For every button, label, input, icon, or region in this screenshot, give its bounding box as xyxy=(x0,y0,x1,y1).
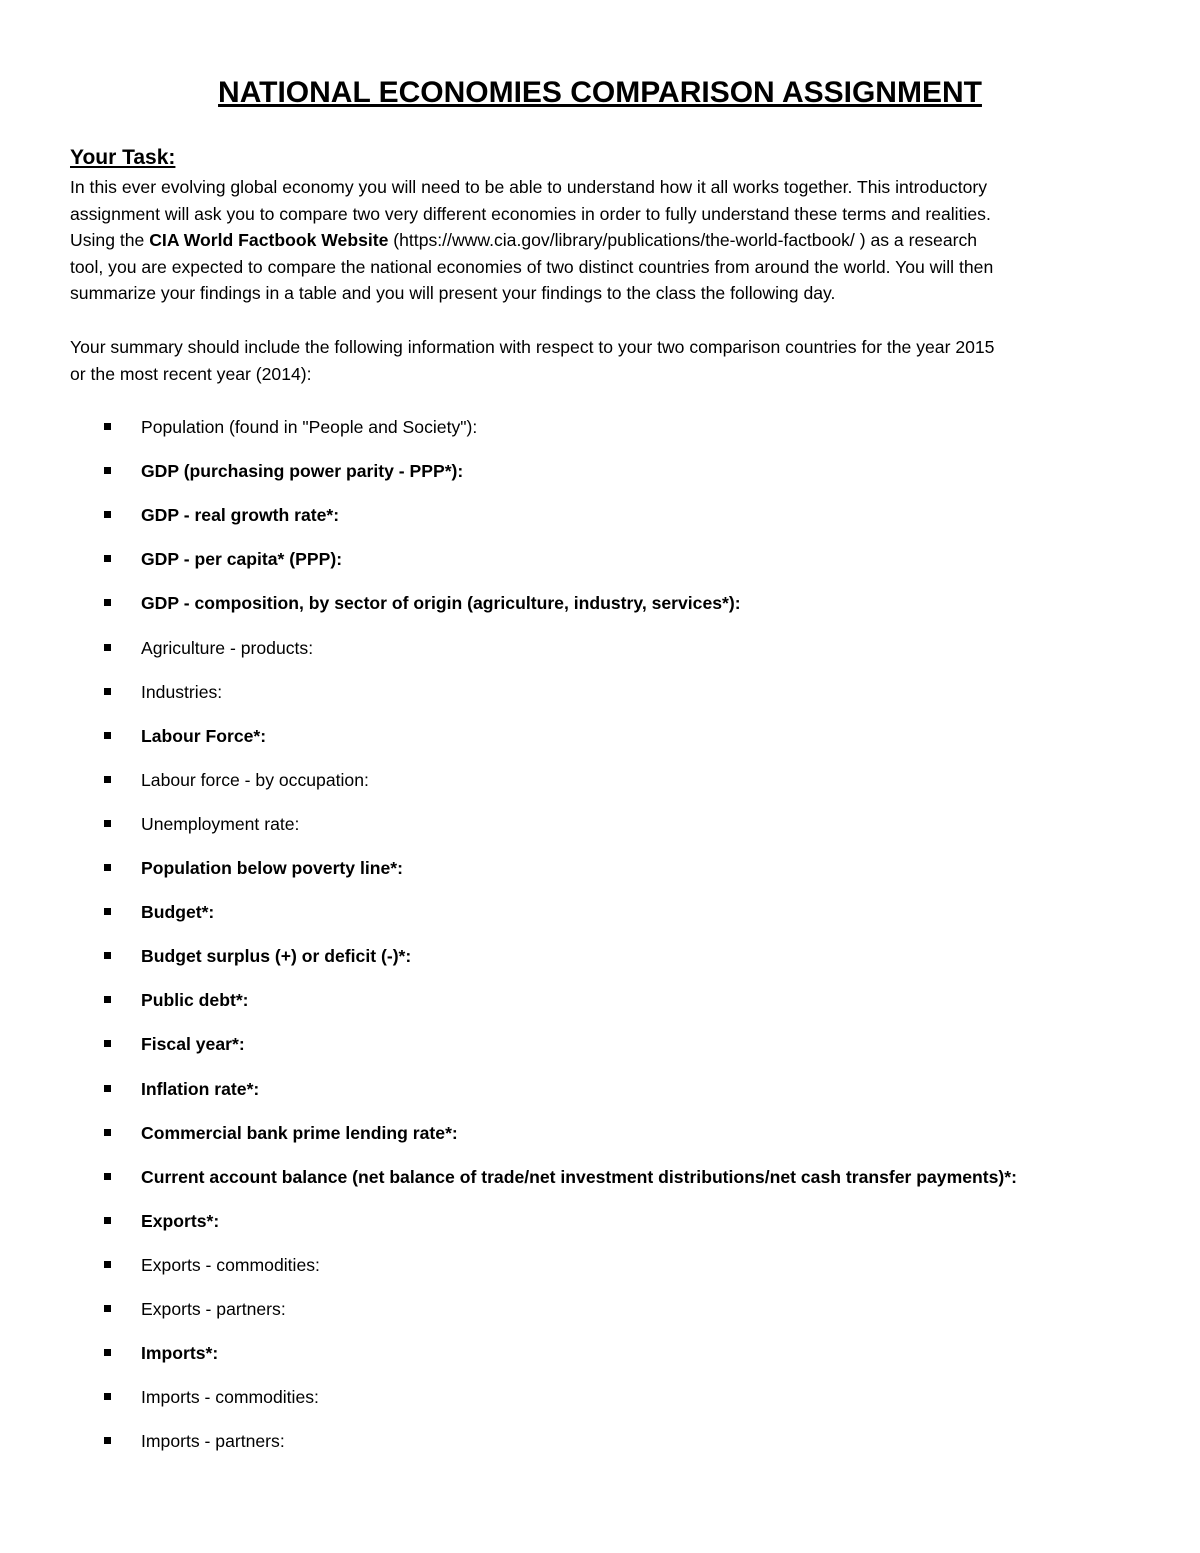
factbook-website-name: CIA World Factbook Website xyxy=(149,230,389,250)
square-bullet-icon xyxy=(104,820,111,827)
list-item-label: Unemployment rate: xyxy=(141,813,300,834)
square-bullet-icon xyxy=(104,1173,111,1180)
list-item-label: Budget*: xyxy=(141,902,215,923)
list-item-label: GDP - per capita* (PPP): xyxy=(141,549,343,570)
intro-line: In this ever evolving global economy you will need to be able to understand how it all works together. This introductory xyxy=(70,177,988,197)
square-bullet-icon xyxy=(104,732,111,739)
square-bullet-icon xyxy=(104,599,111,606)
list-item-label: Budget surplus (+) or deficit (-)*: xyxy=(141,946,412,967)
list-item-label: Fiscal year*: xyxy=(141,1034,245,1055)
task-heading: Your Task: xyxy=(70,146,176,169)
factbook-url-text: (https://www.cia.gov/library/publications/the-world-factbook/ ) as a research xyxy=(388,230,978,250)
square-bullet-icon xyxy=(104,952,111,959)
square-bullet-icon xyxy=(104,776,111,783)
square-bullet-icon xyxy=(104,555,111,562)
document-title: NATIONAL ECONOMIES COMPARISON ASSIGNMENT xyxy=(218,76,982,109)
square-bullet-icon xyxy=(104,864,111,871)
square-bullet-icon xyxy=(104,1393,111,1400)
square-bullet-icon xyxy=(104,423,111,430)
list-item-label: Public debt*: xyxy=(141,990,249,1011)
intro-line: tool, you are expected to compare the national economies of two distinct countries from around the world. You will then xyxy=(70,256,994,277)
square-bullet-icon xyxy=(104,1129,111,1136)
square-bullet-icon xyxy=(104,1217,111,1224)
list-item-label: GDP - real growth rate*: xyxy=(141,505,340,526)
intro-paragraph xyxy=(70,174,1145,307)
list-item-label: Population (found in "People and Society"): xyxy=(141,417,478,437)
list-item-label: Imports - partners: xyxy=(141,1431,285,1452)
square-bullet-icon xyxy=(104,644,111,651)
square-bullet-icon xyxy=(104,688,111,695)
list-item-label: Labour force - by occupation: xyxy=(141,769,369,790)
list-item-label: Exports - partners: xyxy=(141,1299,286,1319)
list-item-label: Commercial bank prime lending rate*: xyxy=(141,1122,458,1143)
square-bullet-icon xyxy=(104,511,111,518)
list-item-label: Imports*: xyxy=(141,1343,219,1364)
list-item-label: Exports - commodities: xyxy=(141,1254,320,1275)
list-item-label: GDP (purchasing power parity - PPP*): xyxy=(141,461,464,482)
list-item-label: Inflation rate*: xyxy=(141,1078,260,1099)
square-bullet-icon xyxy=(104,1085,111,1092)
list-item-label: Current account balance (net balance of trade/net investment distributions/net cash transfer payments)*: xyxy=(141,1166,1017,1187)
list-item-label: GDP - composition, by sector of origin (agriculture, industry, services*): xyxy=(141,593,741,614)
square-bullet-icon xyxy=(104,996,111,1003)
intro-line: assignment will ask you to compare two very different economies in order to fully understand these terms and realities. xyxy=(70,203,991,224)
summary-intro-line: Your summary should include the following information with respect to your two comparison countries for the year 2015 xyxy=(70,337,995,357)
square-bullet-icon xyxy=(104,1040,111,1047)
square-bullet-icon xyxy=(104,1437,111,1444)
intro-line-prefix: Using the xyxy=(70,230,150,250)
list-item-label: Agriculture - products: xyxy=(141,637,314,658)
square-bullet-icon xyxy=(104,1305,111,1312)
square-bullet-icon xyxy=(104,467,111,474)
list-item-label: Exports*: xyxy=(141,1210,220,1231)
square-bullet-icon xyxy=(104,1261,111,1268)
summary-intro-paragraph xyxy=(70,334,1145,387)
list-item-label: Industries: xyxy=(141,681,223,702)
list-item-label: Labour Force*: xyxy=(141,725,267,746)
summary-intro-line: or the most recent year (2014): xyxy=(70,363,312,384)
square-bullet-icon xyxy=(104,908,111,915)
intro-line xyxy=(70,227,1145,254)
square-bullet-icon xyxy=(104,1349,111,1356)
list-item-label: Imports - commodities: xyxy=(141,1387,319,1408)
list-item-label: Population below poverty line*: xyxy=(141,858,403,878)
intro-line: summarize your findings in a table and you will present your findings to the class the following day. xyxy=(70,283,836,303)
